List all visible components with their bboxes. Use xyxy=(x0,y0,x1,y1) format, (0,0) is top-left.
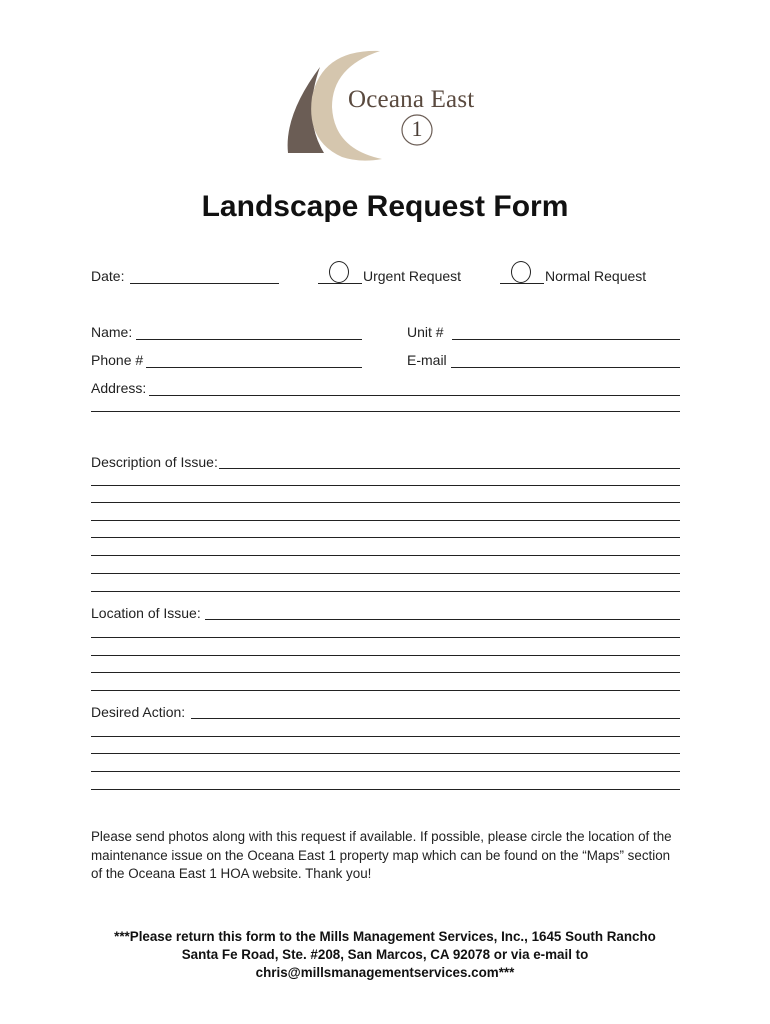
location-line[interactable] xyxy=(91,655,680,656)
desired-action-label: Desired Action: xyxy=(91,704,186,720)
desired-action-line[interactable] xyxy=(91,753,680,754)
name-line[interactable] xyxy=(136,339,362,340)
description-line[interactable] xyxy=(91,520,680,521)
location-line-1[interactable] xyxy=(205,619,680,620)
date-line[interactable] xyxy=(130,283,279,284)
desired-action-line[interactable] xyxy=(91,736,680,737)
description-line[interactable] xyxy=(91,591,680,592)
page-title: Landscape Request Form xyxy=(201,190,569,223)
description-label: Description of Issue: xyxy=(91,454,218,470)
desired-action-line[interactable] xyxy=(91,789,680,790)
location-line[interactable] xyxy=(91,637,680,638)
phone-label: Phone # xyxy=(91,352,144,368)
description-line-1[interactable] xyxy=(219,468,680,469)
desired-action-line-1[interactable] xyxy=(191,718,680,719)
description-line[interactable] xyxy=(91,555,680,556)
desired-action-line[interactable] xyxy=(91,771,680,772)
normal-checkbox[interactable] xyxy=(511,261,531,283)
unit-label: Unit # xyxy=(407,324,444,340)
normal-line xyxy=(500,283,544,284)
return-instructions xyxy=(80,928,690,982)
description-line[interactable] xyxy=(91,485,680,486)
email-label: E-mail xyxy=(407,352,447,368)
location-line[interactable] xyxy=(91,690,680,691)
location-label: Location of Issue: xyxy=(91,605,201,621)
date-label: Date: xyxy=(91,268,125,284)
urgent-checkbox[interactable] xyxy=(329,261,349,283)
address-label: Address: xyxy=(91,380,147,396)
urgent-label: Urgent Request xyxy=(363,268,462,284)
footer-line-2: Santa Fe Road, Ste. #208, San Marcos, CA 92078 or via e-mail to xyxy=(181,947,589,962)
footer-line-1: ***Please return this form to the Mills Management Services, Inc., 1645 South Rancho xyxy=(114,929,656,944)
footer-email: chris@millsmanagementservices.com*** xyxy=(255,965,515,980)
logo-numeral: 1 xyxy=(411,116,423,141)
address-line-2[interactable] xyxy=(91,411,680,412)
unit-line[interactable] xyxy=(452,339,680,340)
name-label: Name: xyxy=(91,324,133,340)
location-line[interactable] xyxy=(91,672,680,673)
logo-text: Oceana East xyxy=(348,86,475,113)
email-line[interactable] xyxy=(451,367,680,368)
urgent-line xyxy=(318,283,362,284)
description-line[interactable] xyxy=(91,573,680,574)
instructions-paragraph: Please send photos along with this request if available. If possible, please circle the location of the maintenance issue on the Oceana East 1 property map which can be found on the “Maps” section of the Oceana East 1 HOA website. Thank you! xyxy=(91,829,672,881)
phone-line[interactable] xyxy=(146,367,362,368)
description-line[interactable] xyxy=(91,537,680,538)
address-line-1[interactable] xyxy=(149,395,680,396)
description-line[interactable] xyxy=(91,502,680,503)
normal-label: Normal Request xyxy=(545,268,647,284)
